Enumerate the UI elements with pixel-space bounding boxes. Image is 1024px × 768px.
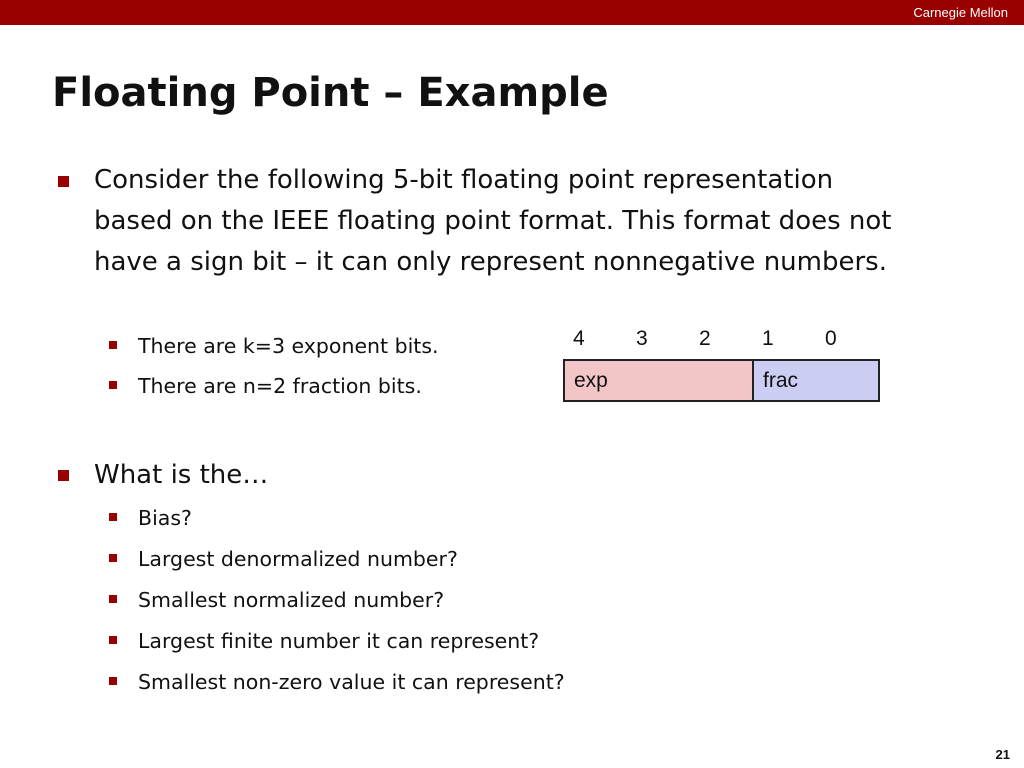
question-item: Largest denormalized number? (138, 547, 458, 571)
bit-position-label: 3 (636, 327, 648, 350)
question-heading: What is the… (94, 460, 269, 490)
bit-position-label: 2 (699, 327, 711, 350)
bit-position-label: 0 (825, 327, 837, 350)
question-item: Largest finite number it can represent? (138, 629, 540, 653)
sub-bullet-square-icon (109, 595, 117, 603)
header-bar (0, 0, 1024, 25)
exp-field-label: exp (574, 369, 608, 392)
slide-title: Floating Point – Example (52, 70, 609, 116)
bit-position-label: 4 (573, 327, 585, 350)
sub-bullet-square-icon (109, 341, 117, 349)
bullet-square-icon (58, 470, 69, 481)
question-item: Smallest non-zero value it can represent? (138, 670, 565, 694)
sub-bullet-square-icon (109, 554, 117, 562)
sub-bullet-square-icon (109, 677, 117, 685)
frac-field-label: frac (763, 369, 799, 392)
sub-bullet-square-icon (109, 636, 117, 644)
page-number: 21 (995, 747, 1010, 762)
intro-point-exponent: There are k=3 exponent bits. (138, 334, 439, 358)
sub-bullet-square-icon (109, 513, 117, 521)
bullet-square-icon (58, 176, 69, 187)
question-item: Bias? (138, 506, 192, 530)
bit-position-label: 1 (762, 327, 774, 350)
exp-field (563, 359, 754, 402)
intro-paragraph: Consider the following 5-bit floating point representation based on the IEEE floating point format. This format does not have a sign bit – it can only represent nonnegative numbers. (94, 165, 892, 277)
sub-bullet-square-icon (109, 381, 117, 389)
question-item: Smallest normalized number? (138, 588, 445, 612)
frac-field (752, 359, 880, 402)
intro-point-fraction: There are n=2 fraction bits. (138, 374, 422, 398)
institution-label: Carnegie Mellon (913, 5, 1008, 20)
